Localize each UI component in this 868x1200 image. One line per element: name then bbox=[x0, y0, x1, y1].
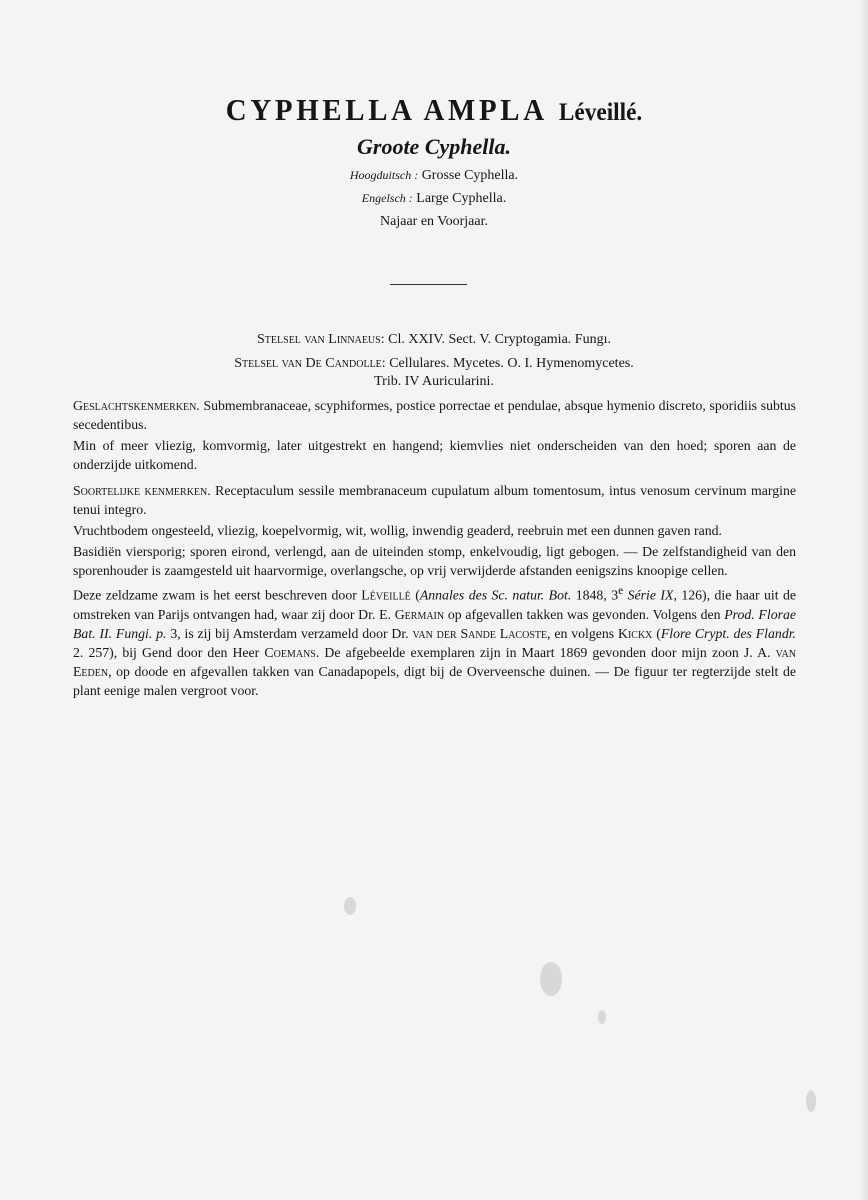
history-paragraph bbox=[73, 582, 796, 700]
history-text: 3, is zij bij Amsterdam verzameld door Dr. bbox=[166, 625, 413, 641]
history-text: 1848, 3 bbox=[571, 587, 619, 603]
english-name: Large Cyphella. bbox=[416, 191, 507, 206]
candolle-system-line bbox=[0, 356, 868, 372]
history-text: ( bbox=[652, 625, 661, 641]
linnaeus-system-line bbox=[0, 332, 868, 348]
genus-label: Geslachtskenmerken. bbox=[73, 398, 200, 413]
divider-rule bbox=[390, 284, 467, 285]
author-germain: Germain bbox=[394, 606, 445, 622]
english-name-line bbox=[0, 191, 868, 207]
description-body bbox=[73, 396, 796, 707]
paper-speck bbox=[540, 962, 562, 996]
candolle-tribe-line: Trib. IV Auricularini. bbox=[374, 374, 494, 389]
history-text: . De afgebeelde exemplaren zijn in Maart 1869 gevonden door mijn zoon J. A. bbox=[315, 644, 776, 660]
author-leveille: Léveillé bbox=[361, 587, 411, 603]
citation-prodromus: Prod. Florae Bat. II. Fungi. p. bbox=[73, 606, 796, 641]
linnaeus-text: Cl. XXIV. Sect. V. Cryptogamia. Fungı. bbox=[388, 332, 611, 347]
dutch-common-name: Groote Cyphella. bbox=[357, 134, 511, 159]
citation-serie: Série IX bbox=[627, 587, 674, 603]
citation-flore: Flore Crypt. des Flandr. bbox=[660, 625, 796, 641]
basidia-paragraph: Basidiën viersporig; sporen eirond, verlengd, aan de uiteinden stomp, enkelvoudig, ligt gebogen. — De zelfstandigheid van den sporenhouder is zaamgesteld uit haarvormige, overlangsche, op vrij verwijderde afstanden eenigszins knoopige cellen. bbox=[73, 544, 796, 578]
season-line: Najaar en Voorjaar. bbox=[380, 214, 488, 229]
candolle-text: Cellulares. Mycetes. O. I. Hymenomycetes. bbox=[389, 356, 634, 371]
paper-speck bbox=[806, 1090, 816, 1112]
species-latin-paragraph bbox=[73, 481, 796, 519]
linnaeus-label: Stelsel van Linnaeus: bbox=[257, 332, 385, 347]
genus-dutch-paragraph: Min of meer vliezig, komvormig, later uitgestrekt en hangend; kiemvlies niet onderscheiden van den hoed; sporen aan de onderzijde uitkomend. bbox=[73, 438, 796, 472]
german-label: Hoogduitsch : bbox=[349, 168, 419, 182]
history-text: Deze zeldzame zwam is het eerst beschreven door bbox=[73, 587, 362, 603]
english-label: Engelsch : bbox=[361, 191, 413, 205]
superscript: e bbox=[618, 585, 624, 597]
species-name: CYPHELLA AMPLA bbox=[225, 92, 548, 127]
species-dutch-paragraph: Vruchtbodem ongesteeld, vliezig, koepelvormig, wit, wollig, inwendig geaderd, reebruin met een dunnen gaven rand. bbox=[73, 523, 722, 538]
candolle-label: Stelsel van De Candolle: bbox=[234, 356, 386, 371]
history-text: ( bbox=[410, 587, 420, 603]
history-text: , 126), die haar uit de omstreken van Parijs ontvangen had, waar zij door Dr. E. bbox=[73, 587, 796, 622]
author-lacoste: van der Sande Lacoste bbox=[412, 625, 548, 641]
genus-latin-paragraph bbox=[73, 396, 796, 434]
citation-annales: Annales des Sc. natur. Bot. bbox=[419, 587, 572, 603]
author-coemans: Coemans bbox=[264, 644, 316, 660]
paper-speck bbox=[344, 897, 356, 915]
author-van-eeden: van Eeden bbox=[73, 644, 796, 679]
author-kickx: Kickx bbox=[618, 625, 653, 641]
history-text: op afgevallen takken was gevonden. Volgens den bbox=[444, 606, 725, 622]
history-text: , op doode en afgevallen takken van Canadapopels, digt bij de Overveensche duinen. — De figuur ter regterzijde stelt de plant eenige malen vergroot voor. bbox=[73, 663, 796, 698]
german-name: Grosse Cyphella. bbox=[421, 168, 519, 183]
species-latin-text: Receptaculum sessile membranaceum cupulatum album tomentosum, intus venosum cervinum margine tenui integro. bbox=[73, 483, 796, 517]
species-author: Léveillé. bbox=[558, 99, 643, 126]
german-name-line bbox=[0, 168, 868, 184]
genus-latin-text: Submembranaceae, scyphiformes, postice porrectae et pendulae, absque hymenio discreto, sporidiis subtus secedentibus. bbox=[73, 398, 796, 432]
history-text: , en volgens bbox=[547, 625, 618, 641]
species-label: Soortelijke kenmerken. bbox=[73, 483, 211, 498]
species-title bbox=[30, 92, 837, 128]
history-text: 2. 257), bij Gend door den Heer bbox=[73, 644, 265, 660]
paper-speck bbox=[598, 1010, 606, 1024]
